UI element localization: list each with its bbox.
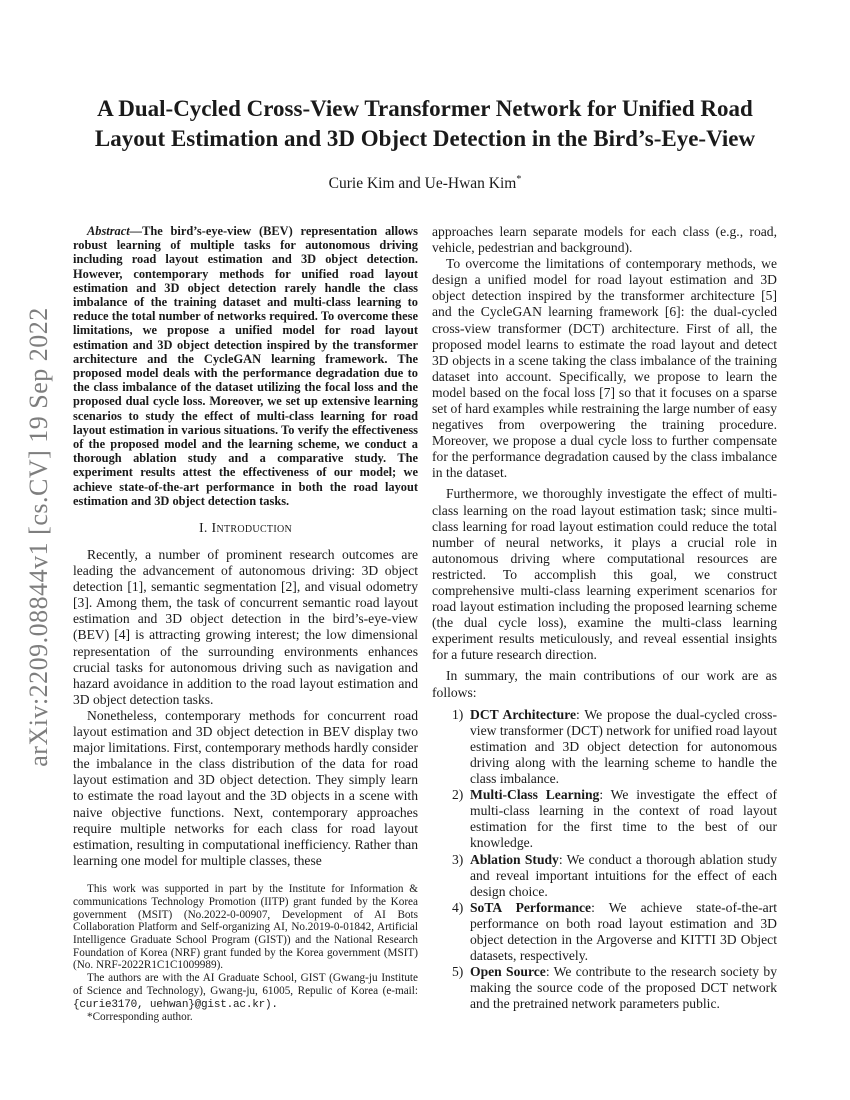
corresponding-author-footnote: *Corresponding author. [87,1011,193,1024]
affiliation-footnote [73,972,418,1011]
item-number: 2) [452,787,464,803]
item-body: : We achieve state-of-the-art performance on both road layout estimation and 3D object detection in the Argoverse and KITTI 3D Object datasets, respectively. [470,899,777,964]
item-text [470,900,777,964]
item-body: : We conduct a thorough ablation study and reveal important intuitions for the effect of each design choice. [470,851,778,899]
section-heading-introduction: I. Introduction [198,521,293,536]
item-body: : We contribute to the research society by making the source code of the proposed DCT network and the pretrained network parameters public. [470,964,778,1012]
affiliation-text: The authors are with the AI Graduate School, GIST (Gwang-ju Institute of Science and Technology), Gwang-ju, 61005, Repulic of Korea (e-mail: [73,972,418,997]
abstract-text: The bird’s-eye-view (BEV) representation allows robust learning of multiple tasks for autonomous driving including road layout estimation and 3D object detection. However, contemporary methods for unified road layout estimation and 3D object detection rarely handle the class imbalance of the training dataset and multi-class learning to reduce the total number of networks required. To overcome these limitations, we propose a unified model for road layout estimation and 3D object detection inspired by the transformer architecture and the CycleGAN learning framework. The proposed model deals with the performance degradation due to the class imbalance of the dataset utilizing the focal loss and the proposed dual cycle loss. Moreover, we set up extensive learning scenarios to study the effect of multi-class learning for road layout estimation in various situations. To verify the effectiveness of the proposed model and the learning scheme, we conduct a thorough ablation study and a comparative study. The experiment results attest the effectiveness of our model; we achieve state-of-the-art performance in both the road layout estimation and 3D object detection tasks. [73,223,418,508]
item-text [470,852,777,900]
left-column [73,224,418,1024]
abstract-label: Abstract— [87,223,143,238]
intro-paragraph-4: Furthermore, we thoroughly investigate the effect of multi-class learning on the road layout estimation task; since multi-class learning for road layout estimation could reduce the total number of neural networks, it plays a crucial role in autonomous driving where computational resources are restricted. To accomplish this goal, we construct comprehensive multi-class learning experiment scenarios for road layout estimation including the proposed learning scheme (the dual cycle loss), examine the multi-class learning experiment results meticulously, and reveal essential insights for a future research direction. [432,486,777,663]
item-number: 4) [452,899,464,915]
author-email: {curie3170, uehwan}@gist.ac.kr). [73,998,278,1011]
footnote-block [73,883,418,1024]
contribution-item-1 [452,707,777,787]
item-number: 1) [452,706,464,722]
item-number: 5) [452,964,464,980]
paper-title: A Dual-Cycled Cross-View Transformer Network for Unified Road Layout Estimation and 3D Object Detection in the Bird’s-Eye-View [94,96,756,151]
item-term: DCT Architecture [470,706,577,722]
contribution-item-5 [452,964,777,1012]
item-body: : We propose the dual-cycled cross-view transformer (DCT) network for unified road layout estimation and 3D object detection for autonomous driving along with the learning scheme to handle the class imbalance. [470,706,777,787]
item-term: Multi-Class Learning [470,787,600,803]
item-term: SoTA Performance [470,899,592,915]
contribution-item-2 [452,787,777,851]
contribution-item-3 [452,852,777,900]
item-text [470,964,777,1012]
contribution-item-4 [452,900,777,964]
intro-paragraph-3: To overcome the limitations of contemporary methods, we design a unified model for road layout estimation and 3D object detection inspired by the transformer architecture [5] and the CycleGAN learning framework [6]: the dual-cycled cross-view transformer (DCT) architecture. First of all, the proposed model learns to estimate the road layout and detect 3D objects in a scene taking the class imbalance of the training dataset into account. Specifically, we propose to learn the model based on the focal loss [7] so that it focuses on a sparse set of hard examples while restraining the large number of easy negatives from overpowering the training procedure. Moreover, we propose a dual cycle loss to further compensate for the performance degradation caused by the class imbalance in the dataset. [432,256,777,481]
abstract-paragraph [73,224,418,508]
contributions-lead-in: In summary, the main contributions of our work are as follows: [432,668,777,700]
item-body: : We investigate the effect of multi-class learning in the context of road layout estimation for the first time to the best of our knowledge. [470,787,777,851]
item-term: Open Source [470,964,546,980]
two-column-body [73,224,777,1024]
page-content [73,0,777,1024]
intro-paragraph-2-continuation: approaches learn separate models for each class (e.g., road, vehicle, pedestrian and background). [432,223,777,256]
intro-paragraph-1: Recently, a number of prominent research outcomes are leading the advancement of autonomous driving: 3D object detection [1], semantic segmentation [2], and visual odometry [3]. Among them, the task of concurrent semantic road layout estimation and 3D object detection in the bird’s-eye-view (BEV) [4] is attracting growing interest; the low dimensional representation of the surrounding environments enhances crucial tasks for autonomous driving such as navigation and hazard avoidance in addition to the road layout estimation and 3D object detection tasks. [73,547,418,707]
item-text [470,787,777,851]
author-line [73,174,777,193]
author-names: Curie Kim and Ue-Hwan Kim [328,174,517,192]
right-column [432,224,777,1024]
item-number: 3) [452,851,464,867]
funding-footnote: This work was supported in part by the Institute for Information & communications Technology Promotion (IITP) grant funded by the Korea government (MSIT) (No.2022-0-00907, Development of AI Bots Collaboration Platform and Self-organizing AI, No.2019-0-01842, Artificial Intelligence Graduate School Program (GIST)) and the National Research Foundation of Korea (NRF) grant funded by the Korea government (MSIT) (No. NRF-2022R1C1C1009989). [73,883,418,972]
corresponding-author-mark: * [516,173,522,185]
item-term: Ablation Study [470,851,559,867]
contributions-list [432,707,777,1013]
intro-paragraph-2: Nonetheless, contemporary methods for concurrent road layout estimation and 3D object detection in BEV display two major limitations. First, contemporary methods hardly consider the imbalance in the class distribution of the data for road layout estimation and 3D object detection. They simply learn to estimate the road layout and the 3D objects in a scene with naive objective functions. Next, contemporary approaches require multiple networks for each class for road layout estimation, resulting in computational inefficiency. Rather than learning one model for multiple classes, these [73,707,418,868]
item-text [470,707,777,787]
arxiv-watermark: arXiv:2209.08844v1 [cs.CV] 19 Sep 2022 [24,307,53,767]
